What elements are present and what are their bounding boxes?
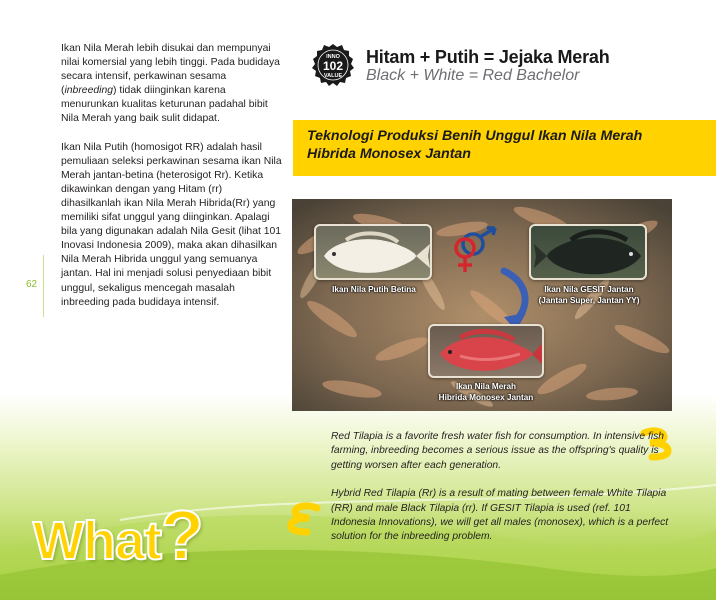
hybrid-fish-label-line1: Ikan Nila Merah	[455, 382, 517, 391]
badge-line3: VALUE	[323, 73, 343, 79]
white-fish-icon	[316, 226, 432, 280]
black-tilapia-photo	[529, 224, 647, 280]
male-fish-label	[522, 285, 656, 306]
badge-line1: INNO	[326, 54, 340, 60]
red-fish-icon	[430, 326, 544, 378]
inno-value-badge-icon	[311, 43, 355, 87]
fish-breeding-diagram	[292, 199, 672, 411]
red-hybrid-tilapia-photo	[428, 324, 544, 378]
male-fish-label-line1: Ikan Nila GESIT Jantan	[544, 285, 634, 294]
what-heading-mark: ?	[160, 496, 203, 574]
indonesian-text-column	[61, 42, 283, 324]
text-run: Ikan Nila Merah lebih disukai dan mempunyai nilai komersial yang lebih tinggi. Pada budidaya secara intensif, perkawinan sesama (	[61, 43, 280, 97]
male-fish-label-line2: (Jantan Super, Jantan YY)	[538, 295, 640, 305]
opening-quote-icon	[287, 500, 323, 542]
banner-text	[307, 128, 707, 163]
banner-line-1: Teknologi Produksi Benih Unggul Ikan Nila Merah	[307, 128, 643, 144]
page-margin-line	[43, 255, 44, 317]
what-heading-word: What	[33, 511, 161, 571]
hybrid-fish-label-line2: Hibrida Monosex Jantan	[438, 392, 534, 402]
emphasized-term: inbreeding	[64, 85, 113, 97]
white-tilapia-photo	[314, 224, 432, 280]
banner-line-2: Hibrida Monosex Jantan	[307, 145, 471, 162]
english-paragraph-1: Red Tilapia is a favorite fresh water fish for consumption. In intensive fish farming, inbreeding becomes a serious issue as the offspring's quality is getting worsen after each generation.	[331, 431, 664, 471]
english-paragraph-2: Hybrid Red Tilapia (Rr) is a result of mating between female White Tilapia (RR) and male Black Tilapia (rr). If GESIT Tilapia is used (ref. 101 Indonesia Innovations), we will get all males (monosex), which is a perfect solution for the inbreeding problem.	[331, 488, 669, 543]
badge-number: 102	[322, 59, 344, 73]
what-heading	[33, 496, 203, 574]
english-text-block	[331, 430, 676, 559]
female-fish-label: Ikan Nila Putih Betina	[332, 285, 416, 294]
black-fish-icon	[531, 226, 647, 280]
page-title: Hitam + Putih = Jejaka Merah	[366, 47, 610, 67]
page-number: 62	[26, 279, 38, 290]
text-run: ) tidak diinginkan karena menurunkan kualitas keturunan padahal bibit Nila Merah yang baik sulit didapat.	[61, 85, 268, 125]
text-run: Ikan Nila Putih (homosigot RR) adalah hasil pemuliaan seleksi perkawinan sesama ikan Nila Merah jantan-betina (heterosigot Rr). Ketika dikawinkan dengan yang Hitam (rr) dihasilkanlah ikan Nila Merah Hibrida(Rr) yang memiliki sifat unggul yang diinginkan. Apalagi bila yang digunakan adalah Nila Gesit (lihat 101 Inovasi Indonesia 2009), maka akan dihasilkan Nila Merah Hibrida unggul yang semuanya jantan. Hal ini menjadi solusi penyediaan bibit unggul, sekaligus mencegah masalah inbreeding pada budidaya intensif.	[61, 141, 282, 308]
indonesian-paragraph-1	[61, 42, 283, 127]
hybrid-fish-label	[416, 382, 556, 403]
indonesian-paragraph-2	[61, 141, 283, 310]
page-subtitle: Black + White = Red Bachelor	[366, 67, 580, 84]
